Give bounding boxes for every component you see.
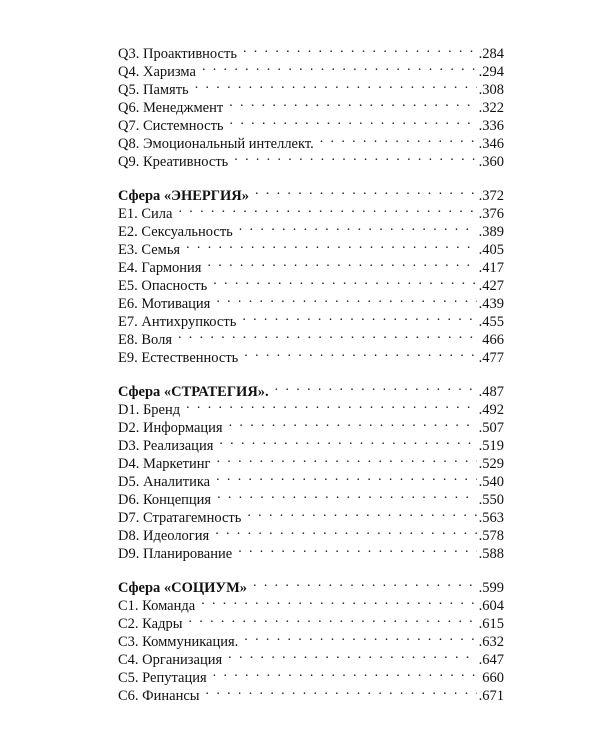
- toc-entry-title: E8. Воля: [118, 332, 172, 348]
- toc-entry-page: .322: [478, 100, 504, 116]
- toc-entry-page: .455: [478, 314, 504, 330]
- toc-entry-title: D7. Стратагемность: [118, 510, 242, 526]
- toc-entry-title: E1. Сила: [118, 206, 173, 222]
- toc-entry-title: Q4. Харизма: [118, 64, 196, 80]
- toc-entry-title: C3. Коммуникация.: [118, 634, 239, 650]
- toc-entry[interactable]: [118, 40, 504, 62]
- toc-entry-title: E2. Сексуальность: [118, 224, 233, 240]
- toc-entry-page: .632: [478, 634, 504, 650]
- dot-leader: [230, 148, 476, 166]
- toc-group-energy: [118, 182, 504, 366]
- toc-entry-title: D4. Маркетинг: [118, 456, 211, 472]
- toc-entry-page: .360: [478, 154, 504, 170]
- dot-leader: [203, 254, 476, 272]
- toc-entry-title: Q6. Менеджмент: [118, 100, 224, 116]
- toc-entry-title: E7. Антихрупкость: [118, 314, 237, 330]
- toc-entry[interactable]: [118, 344, 504, 366]
- toc-group-strategy: [118, 378, 504, 562]
- toc-section-page: .372: [478, 188, 504, 204]
- toc-entry-title: C1. Команда: [118, 598, 196, 614]
- dot-leader: [191, 76, 477, 94]
- dot-leader: [249, 574, 477, 592]
- toc-entry-page: .417: [478, 260, 504, 276]
- dot-leader: [174, 200, 476, 218]
- toc-entry-page: .308: [478, 82, 504, 98]
- dot-leader: [212, 468, 477, 486]
- toc-entry-page: .477: [478, 350, 504, 366]
- toc-entry-page: .439: [478, 296, 504, 312]
- dot-leader: [174, 326, 480, 344]
- toc-entry-page: .550: [478, 492, 504, 508]
- toc-entry-page: .284: [478, 46, 504, 62]
- dot-leader: [240, 344, 476, 362]
- dot-leader: [224, 646, 476, 664]
- toc-entry-page: .563: [478, 510, 504, 526]
- dot-leader: [271, 378, 477, 396]
- toc-entry-title: E6. Мотивация: [118, 296, 211, 312]
- toc-entry[interactable]: [118, 200, 504, 222]
- toc-entry-page: .405: [478, 242, 504, 258]
- toc-entry-page: .519: [478, 438, 504, 454]
- toc-section-page: .487: [478, 384, 504, 400]
- dot-leader: [209, 272, 476, 290]
- toc-entry-title: D1. Бренд: [118, 402, 181, 418]
- toc-entry-page: .529: [478, 456, 504, 472]
- toc-entry-page: .588: [478, 546, 504, 562]
- dot-leader: [184, 610, 476, 628]
- toc-section-title: Сфера «СТРАТЕГИЯ».: [118, 384, 269, 400]
- toc-entry-page: .615: [478, 616, 504, 632]
- toc-section-page: .599: [478, 580, 504, 596]
- dot-leader: [198, 58, 477, 76]
- dot-leader: [202, 682, 477, 700]
- dot-leader: [226, 112, 477, 130]
- dot-leader: [211, 522, 476, 540]
- toc-entry-page: .336: [478, 118, 504, 134]
- toc-group-society: [118, 574, 504, 704]
- toc-entry-page: .427: [478, 278, 504, 294]
- toc-entry-title: C2. Кадры: [118, 616, 183, 632]
- toc-entry-page: .389: [478, 224, 504, 240]
- toc-entry-title: D8. Идеология: [118, 528, 210, 544]
- dot-leader: [240, 628, 476, 646]
- toc-entry-page: .671: [478, 688, 504, 704]
- toc-section-heading[interactable]: [118, 182, 504, 204]
- dot-leader: [234, 540, 476, 558]
- dot-leader: [235, 218, 477, 236]
- toc-entry-title: Q8. Эмоциональный интеллект.: [118, 136, 314, 152]
- toc-entry-page: .507: [478, 420, 504, 436]
- table-of-contents: [118, 40, 504, 704]
- toc-entry-page: .578: [478, 528, 504, 544]
- dot-leader: [209, 664, 481, 682]
- dot-leader: [182, 396, 477, 414]
- toc-entry-page: 660: [482, 670, 504, 686]
- dot-leader: [182, 236, 477, 254]
- toc-entry-page: .376: [478, 206, 504, 222]
- dot-leader: [239, 40, 477, 58]
- toc-entry-title: D6. Концепция: [118, 492, 212, 508]
- toc-entry-title: E9. Естественность: [118, 350, 239, 366]
- toc-entry-page: .294: [478, 64, 504, 80]
- dot-leader: [213, 486, 477, 504]
- toc-entry-title: C4. Организация: [118, 652, 223, 668]
- toc-entry-title: Q7. Системность: [118, 118, 224, 134]
- toc-entry-title: Q5. Память: [118, 82, 189, 98]
- dot-leader: [238, 308, 476, 326]
- dot-leader: [225, 94, 476, 112]
- toc-entry-page: .604: [478, 598, 504, 614]
- dot-leader: [243, 504, 476, 522]
- dot-leader: [212, 450, 476, 468]
- dot-leader: [197, 592, 476, 610]
- toc-entry[interactable]: [118, 218, 504, 240]
- dot-leader: [316, 130, 477, 148]
- toc-entry-title: E3. Семья: [118, 242, 181, 258]
- dot-leader: [215, 432, 476, 450]
- toc-entry-title: D3. Реализация: [118, 438, 214, 454]
- toc-entry-title: C6. Финансы: [118, 688, 200, 704]
- toc-entry-title: Q9. Креативность: [118, 154, 229, 170]
- toc-section-title: Сфера «ЭНЕРГИЯ»: [118, 188, 249, 204]
- toc-entry-title: D2. Информация: [118, 420, 223, 436]
- toc-entry-title: E4. Гармония: [118, 260, 202, 276]
- toc-group-q: [118, 40, 504, 170]
- toc-entry-page: .647: [478, 652, 504, 668]
- dot-leader: [212, 290, 476, 308]
- toc-entry-title: E5. Опасность: [118, 278, 208, 294]
- toc-entry-page: 466: [482, 332, 504, 348]
- toc-entry[interactable]: [118, 326, 504, 348]
- toc-entry-title: D5. Аналитика: [118, 474, 211, 490]
- dot-leader: [251, 182, 477, 200]
- toc-entry-title: Q3. Проактивность: [118, 46, 237, 62]
- toc-entry-page: .346: [478, 136, 504, 152]
- toc-entry-page: .492: [478, 402, 504, 418]
- toc-section-heading[interactable]: [118, 378, 504, 400]
- dot-leader: [225, 414, 477, 432]
- toc-entry-title: C5. Репутация: [118, 670, 207, 686]
- toc-entry-page: .540: [478, 474, 504, 490]
- toc-entry-title: D9. Планирование: [118, 546, 233, 562]
- toc-section-title: Сфера «СОЦИУМ»: [118, 580, 248, 596]
- toc-section-heading[interactable]: [118, 574, 504, 596]
